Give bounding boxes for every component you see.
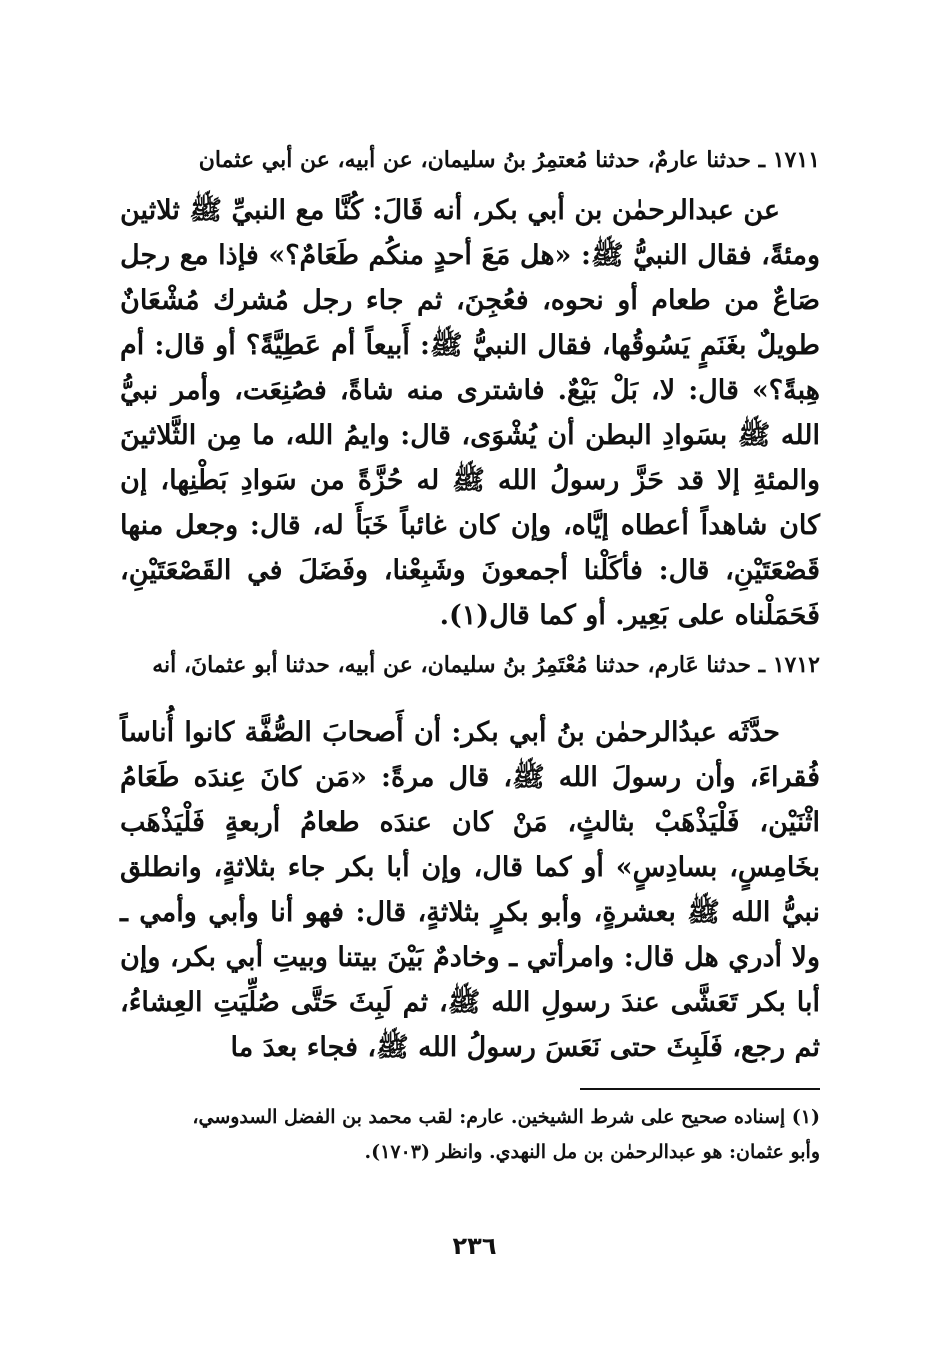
footnote-separator xyxy=(580,1088,820,1090)
hadith-1712-body: حدَّثَه عبدُالرحمٰن بنُ أبي بكر: أن أَصحابَ الصُّفَّة كانوا أُناساً فُقراءَ، وأن رسولَ الله ﷺ، قال مرةً: «مَن كانَ عِندَه طَعَامُ اثْنَيْن، فَلْيَذْهَبْ بثالثٍ، مَنْ كان عندَه طعامُ أربعةٍ فَلْيَذْهَب بخَامِسٍ، بسادِسٍ» أو كما قال، وإن أبا بكر جاء بثلاثةٍ، وانطلق نبيُّ الله ﷺ بعشرةٍ، وأبو بكرٍ بثلاثةٍ، قال: فهو أنا وأبي وأمي ـ ولا أدري هل قال: وامرأتي ـ وخادمٌ بَيْنَ بيتنا وبيتِ أبي بكر، وإن أبا بكر تَعَشَّى عندَ رسولِ الله ﷺ، ثم لَبِثَ حَتَّى صُلِّيَتِ العِشاءُ، ثم رجع، فَلَبِثَ حتى نَعَسَ رسولُ الله ﷺ، فجاء بعدَ ما xyxy=(120,717,820,1063)
hadith-1711-header: ١٧١١ ـ حدثنا عارمٌ، حدثنا مُعتمِرُ بنُ سليمان، عن أبيه، عن أبي عثمان xyxy=(198,147,820,173)
hadith-1711-body: عن عبدالرحمٰن بن أبي بكر، أنه قَالَ: كُنَّا مع النبيِّ ﷺ ثلاثين ومئةً، فقال النبيُّ ﷺ: «هل مَعَ أحدٍ منكُم طَعَامٌ؟» فإذا مع رجل صَاعٌ من طعام أو نحوه، فعُجِنَ، ثم جاء رجل مُشرك مُشْعَانٌ طويلٌ بغَنَمٍ يَسُوقُها، فقال النبيُّ ﷺ: أَبيعاً أم عَطِيَّةً؟ أو قال: أم هِبةً؟» قال: لا، بَلْ بَيْعٌ. فاشترى منه شاةً، فصُنِعَت، وأمر نبيُّ الله ﷺ بسَوادِ البطن أن يُشْوَى، قال: وايمُ الله، ما مِن الثَّلاثينَ والمئةِ إلا قد حَزَّ رسولُ الله ﷺ له حُزَّةً من سَوادِ بَطْنِها، إن كان شاهداً أعطاه إيَّاه، وإن كان غائباً خَبَأَ له، قال: وجعل منها قَصْعَتَيْنِ، قال: فأكَلْنا أجمعونَ وشَبِعْنا، وفَضَلَ في القَصْعَتَيْنِ، فَحَمَلْناه على بَعِير. أو كما قال(١). xyxy=(120,195,820,631)
page-number: ٢٣٦ xyxy=(452,1232,497,1260)
page-content xyxy=(120,140,820,1170)
hadith-1711 xyxy=(120,140,820,638)
footnote-line-2: وأبو عثمان: هو عبدالرحمٰن بن مل النهدي. وانظر (١٧٠٣). xyxy=(364,1141,820,1163)
footnotes xyxy=(120,1100,820,1170)
hadith-1712 xyxy=(120,648,820,1070)
footnote-line-1: (١) إسناده صحيح على شرط الشيخين. عارم: لقب محمد بن الفضل السدوسي، xyxy=(192,1106,820,1128)
hadith-1712-header: ١٧١٢ ـ حدثنا عَارم، حدثنا مُعْتَمِرُ بنُ سليمان، عن أبيه، حدثنا أبو عثمانَ، أنه xyxy=(152,652,820,678)
